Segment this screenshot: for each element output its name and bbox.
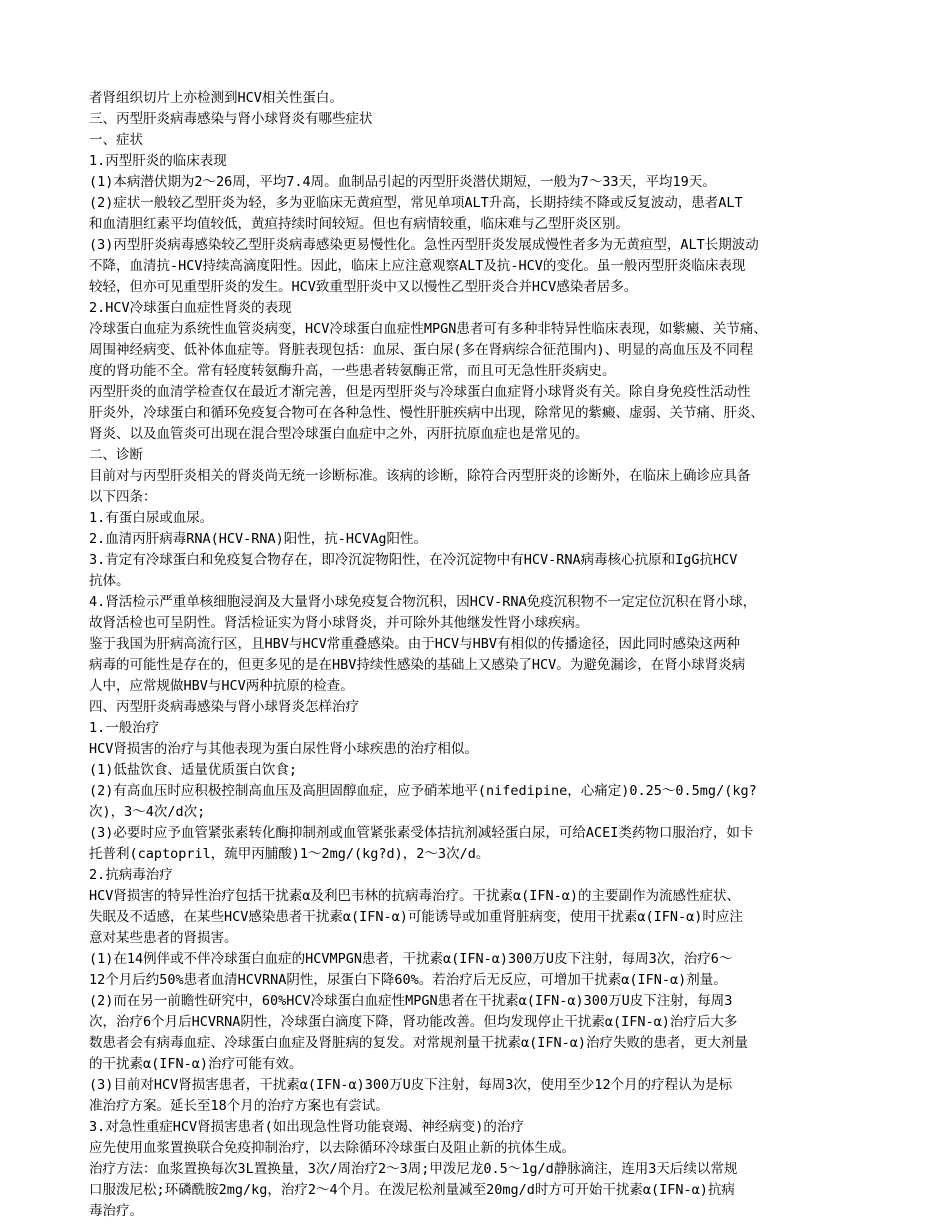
text-line: 不降，血清抗-HCV持续高滴度阳性。因此，临床上应注意观察ALT及抗-HCV的变化。虽一般丙型肝炎临床表现	[89, 258, 746, 274]
text-line: 治疗方法：血浆置换每次3L置换量，3次/周治疗2～3周;甲泼尼龙0.5～1g/d静脉滴注，连用3天后续以常规	[89, 1161, 738, 1177]
text-line: 目前对与丙型肝炎相关的肾炎尚无统一诊断标准。该病的诊断，除符合丙型肝炎的诊断外，在临床上确诊应具备	[89, 468, 751, 484]
text-line: 人中，应常规做HBV与HCV两种抗原的检查。	[89, 678, 354, 694]
document-body	[89, 88, 879, 1222]
text-line: (3)目前对HCV肾损害患者，干扰素α(IFN-α)300万U皮下注射，每周3次，使用至少12个月的疗程认为是标	[89, 1077, 733, 1093]
text-line: (1)本病潜伏期为2～26周，平均7.4周。血制品引起的丙型肝炎潜伏期短，一般为7～33天，平均19天。	[89, 174, 716, 190]
text-line: 12个月后约50%患者血清HCVRNA阴性，尿蛋白下降60%。若治疗后无反应，可增加干扰素α(IFN-α)剂量。	[89, 972, 727, 988]
text-line: 2.血清丙肝病毒RNA(HCV-RNA)阳性，抗-HCVAg阳性。	[89, 531, 428, 547]
text-line: 冷球蛋白血症为系统性血管炎病变，HCV冷球蛋白血症性MPGN患者可有多种非特异性临床表现，如紫癜、关节痛、	[89, 321, 767, 337]
text-line: 毒治疗。	[89, 1203, 143, 1219]
text-line: 应先使用血浆置换联合免疫抑制治疗，以去除循环冷球蛋白及阻止新的抗体生成。	[89, 1140, 575, 1156]
text-line: 准治疗方案。延长至18个月的治疗方案也有尝试。	[89, 1098, 389, 1114]
text-line: 4.肾活检示严重单核细胞浸润及大量肾小球免疫复合物沉积，因HCV-RNA免疫沉积物不一定定位沉积在肾小球，	[89, 594, 757, 610]
text-line: 度的肾功能不全。常有轻度转氨酶升高，一些患者转氨酶正常，而且可无急性肝炎病史。	[89, 363, 616, 379]
text-line: 1.有蛋白尿或血尿。	[89, 510, 214, 526]
text-line: 三、丙型肝炎病毒感染与肾小球肾炎有哪些症状	[89, 111, 373, 127]
text-line: (3)丙型肝炎病毒感染较乙型肝炎病毒感染更易慢性化。急性丙型肝炎发展成慢性者多为无黄疸型，ALT长期波动	[89, 237, 759, 253]
text-line: 抗体。	[89, 573, 130, 589]
text-line: (1)低盐饮食、适量优质蛋白饮食;	[89, 762, 298, 778]
text-line: 较轻，但亦可见重型肝炎的发生。HCV致重型肝炎中又以慢性乙型肝炎合并HCV感染者居多。	[89, 279, 638, 295]
text-line: 1.一般治疗	[89, 720, 160, 736]
text-line: (2)症状一般较乙型肝炎为轻，多为亚临床无黄疸型，常见单项ALT升高，长期持续不降或反复波动，患者ALT	[89, 195, 743, 211]
text-line: HCV肾损害的特异性治疗包括干扰素α及利巴韦林的抗病毒治疗。干扰素α(IFN-α)的主要副作为流感性症状、	[89, 888, 741, 904]
text-line: (1)在14例伴或不伴冷球蛋白血症的HCVMPGN患者，干扰素α(IFN-α)300万U皮下注射，每周3次，治疗6～	[89, 951, 733, 967]
text-line: 3.对急性重症HCV肾损害患者(如出现急性肾功能衰竭、神经病变)的治疗	[89, 1119, 524, 1135]
text-line: (2)而在另一前瞻性研究中，60%HCV冷球蛋白血症性MPGN患者在干扰素α(IFN-α)300万U皮下注射，每周3	[89, 993, 733, 1009]
text-line: 托普利(captopril，巯甲丙脯酸)1～2mg/(kg?d)，2～3次/d。	[89, 846, 490, 862]
text-line: HCV肾损害的治疗与其他表现为蛋白尿性肾小球疾患的治疗相似。	[89, 741, 478, 757]
text-line: 丙型肝炎的血清学检查仅在最近才渐完善，但是丙型肝炎与冷球蛋白血症肾小球肾炎有关。除自身免疫性活动性	[89, 384, 751, 400]
text-line: (3)必要时应予血管紧张素转化酶抑制剂或血管紧张素受体拮抗剂减轻蛋白尿，可给ACEI类药物口服治疗，如卡	[89, 825, 754, 841]
text-line: (2)有高血压时应积极控制高血压及高胆固醇血症，应予硝苯地平(nifedipine，心痛定)0.25～0.5mg/(kg?	[89, 783, 757, 799]
text-line: 2.HCV冷球蛋白血症性肾炎的表现	[89, 300, 292, 316]
text-line: 故肾活检也可呈阴性。肾活检证实为肾小球肾炎，并可除外其他继发性肾小球疾病。	[89, 615, 589, 631]
text-line: 意对某些患者的肾损害。	[89, 930, 238, 946]
text-line: 四、丙型肝炎病毒感染与肾小球肾炎怎样治疗	[89, 699, 359, 715]
text-line: 数患者会有病毒血症、冷球蛋白血症及肾脏病的复发。对常规剂量干扰素α(IFN-α)治疗失败的患者，更大剂量	[89, 1035, 749, 1051]
text-line: 的干扰素α(IFN-α)治疗可能有效。	[89, 1056, 303, 1072]
text-line: 肾炎、以及血管炎可出现在混合型冷球蛋白血症中之外，丙肝抗原血症也是常见的。	[89, 426, 589, 442]
text-line: 周围神经病变、低补体血症等。肾脏表现包括：血尿、蛋白尿(多在肾病综合征范围内)、明显的高血压及不同程	[89, 342, 754, 358]
text-line: 一、症状	[89, 132, 143, 148]
text-line: 鉴于我国为肝病高流行区，且HBV与HCV常重叠感染。由于HCV与HBV有相似的传播途径，因此同时感染这两种	[89, 636, 741, 652]
text-line: 以下四条：	[89, 489, 157, 505]
text-line: 次，治疗6个月后HCVRNA阴性，冷球蛋白滴度下降，肾功能改善。但均发现停止干扰素α(IFN-α)治疗后大多	[89, 1014, 738, 1030]
text-line: 二、诊断	[89, 447, 143, 463]
text-line: 肝炎外，冷球蛋白和循环免疫复合物可在各种急性、慢性肝脏疾病中出现，除常见的紫癜、虚弱、关节痛、肝炎、	[89, 405, 764, 421]
text-line: 和血清胆红素平均值较低，黄疸持续时间较短。但也有病情较重，临床难与乙型肝炎区别。	[89, 216, 629, 232]
text-line: 3.肯定有冷球蛋白和免疫复合物存在，即冷沉淀物阳性，在冷沉淀物中有HCV-RNA病毒核心抗原和IgG抗HCV	[89, 552, 738, 568]
text-line: 口服泼尼松;环磷酰胺2mg/kg，治疗2～4个月。在泼尼松剂量减至20mg/d时方可开始干扰素α(IFN-α)抗病	[89, 1182, 735, 1198]
text-line: 1.丙型肝炎的临床表现	[89, 153, 227, 169]
text-line: 病毒的可能性是存在的，但更多见的是在HBV持续性感染的基础上又感染了HCV。为避免漏诊，在肾小球肾炎病	[89, 657, 746, 673]
text-line: 失眠及不适感，在某些HCV感染患者干扰素α(IFN-α)可能诱导或加重肾脏病变，使用干扰素α(IFN-α)时应注	[89, 909, 743, 925]
text-line: 次)，3～4次/d次;	[89, 804, 206, 820]
text-line: 2.抗病毒治疗	[89, 867, 173, 883]
text-line: 者肾组织切片上亦检测到HCV相关性蛋白。	[89, 90, 343, 106]
